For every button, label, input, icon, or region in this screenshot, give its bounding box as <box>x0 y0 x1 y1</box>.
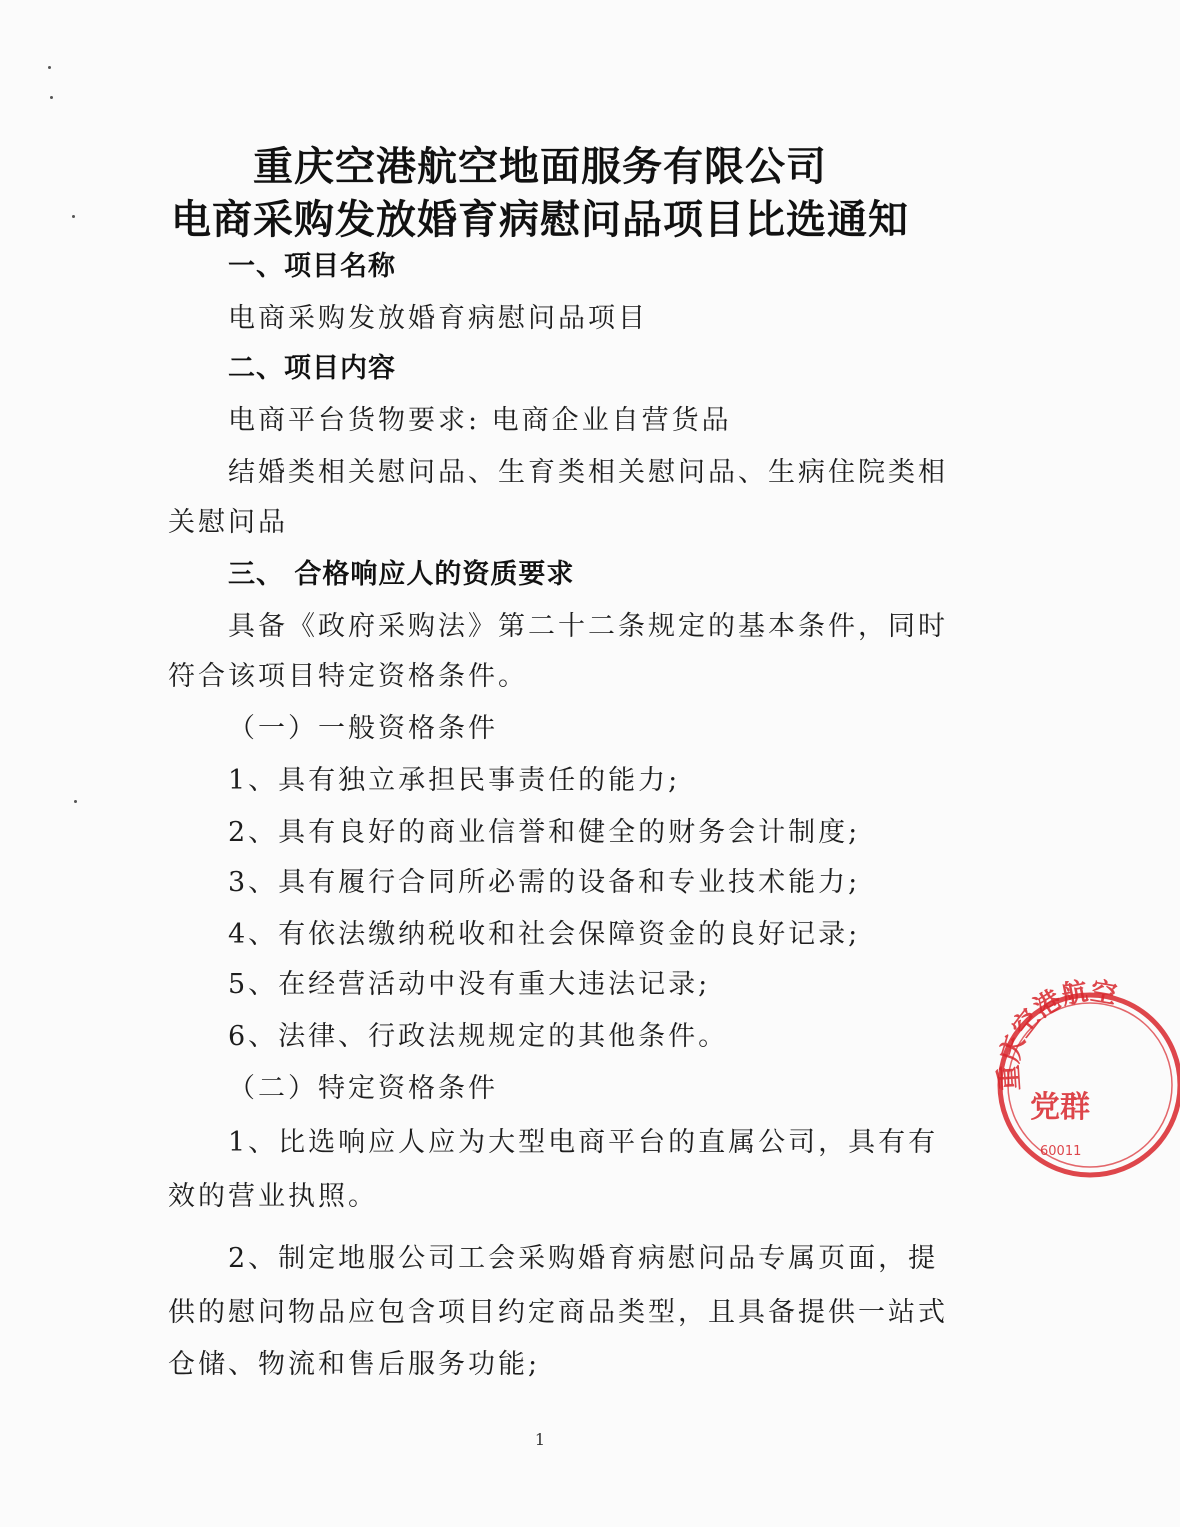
list-item: 2、具有良好的商业信誉和健全的财务会计制度; <box>228 817 861 848</box>
list-item: 4、有依法缴纳税收和社会保障资金的良好记录; <box>228 919 861 950</box>
subsection-heading-general: （一）一般资格条件 <box>228 713 498 744</box>
list-item: 1、具有独立承担民事责任的能力; <box>228 765 681 796</box>
paragraph-line: 电商平台货物要求: 电商企业自营货品 <box>228 405 732 436</box>
seal-text-lower: 党群 <box>1030 1090 1090 1125</box>
list-item: 3、具有履行合同所必需的设备和专业技术能力; <box>228 867 861 898</box>
subsection-heading-specific: （二）特定资格条件 <box>228 1073 498 1104</box>
seal-code: 60011 <box>1040 1144 1082 1159</box>
paragraph-line: 具备《政府采购法》第二十二条规定的基本条件，同时 <box>228 611 948 642</box>
scan-speck <box>50 96 53 99</box>
list-item-continuation: 效的营业执照。 <box>168 1181 378 1212</box>
list-item: 1、比选响应人应为大型电商平台的直属公司，具有有 <box>228 1127 939 1158</box>
document-title-line2: 电商采购发放婚育病慰问品项目比选通知 <box>171 197 909 243</box>
scan-speck <box>74 800 77 803</box>
list-item: 5、在经营活动中没有重大违法记录; <box>228 969 711 1000</box>
paragraph-line: 电商采购发放婚育病慰问品项目 <box>228 303 648 334</box>
list-item-continuation: 仓储、物流和售后服务功能; <box>168 1349 541 1380</box>
section-heading-project-content: 二、项目内容 <box>228 353 396 384</box>
section-heading-qualification: 三、 合格响应人的资质要求 <box>228 559 575 590</box>
paragraph-line: 关慰问品 <box>168 507 288 538</box>
paragraph-line: 符合该项目特定资格条件。 <box>168 661 528 692</box>
seal-text: 重庆空港航空 <box>994 976 1119 1092</box>
page-number: 1 <box>534 1430 546 1449</box>
list-item-continuation: 供的慰问物品应包含项目约定商品类型，且具备提供一站式 <box>168 1297 948 1328</box>
paragraph-line: 结婚类相关慰问品、生育类相关慰问品、生病住院类相 <box>228 457 948 488</box>
company-seal-stamp <box>990 976 1180 1175</box>
list-item: 2、制定地服公司工会采购婚育病慰问品专属页面，提 <box>228 1243 939 1274</box>
scan-speck <box>48 66 51 69</box>
section-heading-project-name: 一、项目名称 <box>228 251 396 282</box>
list-item: 6、法律、行政法规规定的其他条件。 <box>228 1021 729 1052</box>
document-title-line1: 重庆空港航空地面服务有限公司 <box>253 144 827 190</box>
